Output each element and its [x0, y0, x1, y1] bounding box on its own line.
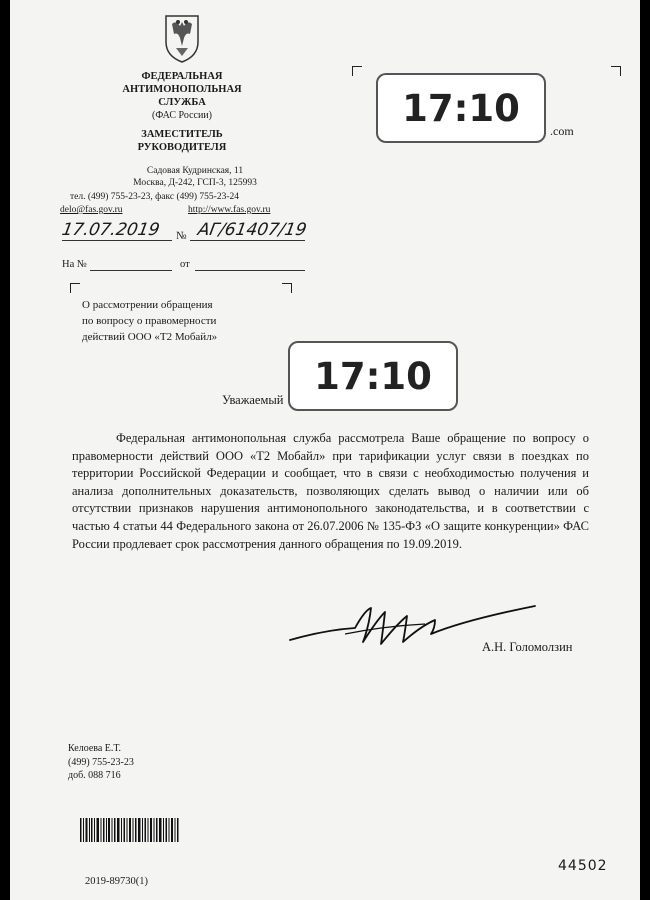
time-badge-top: 17:10 — [376, 73, 546, 143]
letter-subject — [82, 297, 292, 345]
coat-of-arms-emblem — [160, 12, 204, 64]
date-underline — [62, 240, 172, 241]
agency-line-3: СЛУЖБА — [158, 97, 206, 108]
reply-to-label: На № — [62, 259, 87, 270]
subject-corner-right — [282, 283, 292, 293]
number-underline — [190, 240, 305, 241]
phone-line: тел. (499) 755-23-23, факс (499) 755-23-24 — [70, 192, 240, 202]
time-badge-middle: 17:10 — [288, 341, 458, 411]
letter-page — [10, 0, 640, 900]
position-line-1: ЗАМЕСТИТЕЛЬ — [141, 129, 223, 140]
agency-line-2: АНТИМОНОПОЛЬНАЯ — [122, 84, 242, 95]
letter-body: Федеральная антимонопольная служба рассмотрела Ваше обращение по вопросу о правомерности действий ООО «Т2 Мобайл» при тарификации услуг связи в поездках по территории Российской Федерации и сообщает, что в связи с необходимостью получения и анализа дополнительных доказательств, позволяющих сделать вывод о наличии или об отсутствии признаков нарушения антимонопольного законодательства, и в соответствии с частью 4 статьи 44 Федерального закона от 26.07.2006 № 135-ФЗ «О защите конкуренции» ФАС России продлевает срок рассмотрения данного обращения по 19.09.2019. — [72, 431, 589, 551]
agency-short-name: (ФАС России) — [152, 110, 212, 121]
subject-line-2: по вопросу о правомерности — [82, 315, 217, 327]
executor-phone: (499) 755-23-23 — [68, 756, 134, 768]
position-line-2: РУКОВОДИТЕЛЯ — [137, 142, 227, 153]
agency-line-1: ФЕДЕРАЛЬНАЯ — [141, 71, 223, 82]
number-sign: № — [176, 230, 187, 242]
serial-number: 44502 — [558, 858, 608, 874]
agency-name — [120, 70, 244, 109]
barcode-icon — [80, 818, 180, 842]
recipient-corner-left — [352, 66, 362, 76]
address-line-1: Садовая Кудринская, 11 — [146, 166, 244, 176]
email-link[interactable]: delo@fas.gov.ru — [60, 205, 123, 215]
address-line-2: Москва, Д-242, ГСП-3, 125993 — [133, 178, 257, 188]
agency-address — [95, 165, 295, 189]
handwritten-date: 17.07.2019 — [60, 220, 162, 240]
reply-to-line — [90, 270, 172, 271]
greeting: Уважаемый — [222, 393, 284, 407]
reply-from-label: от — [180, 259, 190, 270]
executor-info — [68, 742, 134, 783]
executor-name: Келоева Е.Т. — [68, 743, 122, 754]
handwritten-number: АГ/61407/19 — [196, 220, 309, 240]
recipient-email-tail: .com — [550, 124, 574, 138]
subject-corner-left — [70, 283, 80, 293]
reply-from-line — [195, 270, 305, 271]
subject-line-3: действий ООО «Т2 Мобайл» — [82, 331, 218, 343]
recipient-corner-right — [611, 66, 621, 76]
executor-extension: доб. 088 716 — [68, 770, 121, 781]
signer-name: А.Н. Голомолзин — [482, 640, 573, 654]
website-link[interactable]: http://www.fas.gov.ru — [188, 205, 271, 215]
subject-line-1: О рассмотрении обращения — [82, 299, 213, 311]
document-number: 2019-89730(1) — [85, 876, 148, 887]
official-position — [120, 128, 244, 154]
